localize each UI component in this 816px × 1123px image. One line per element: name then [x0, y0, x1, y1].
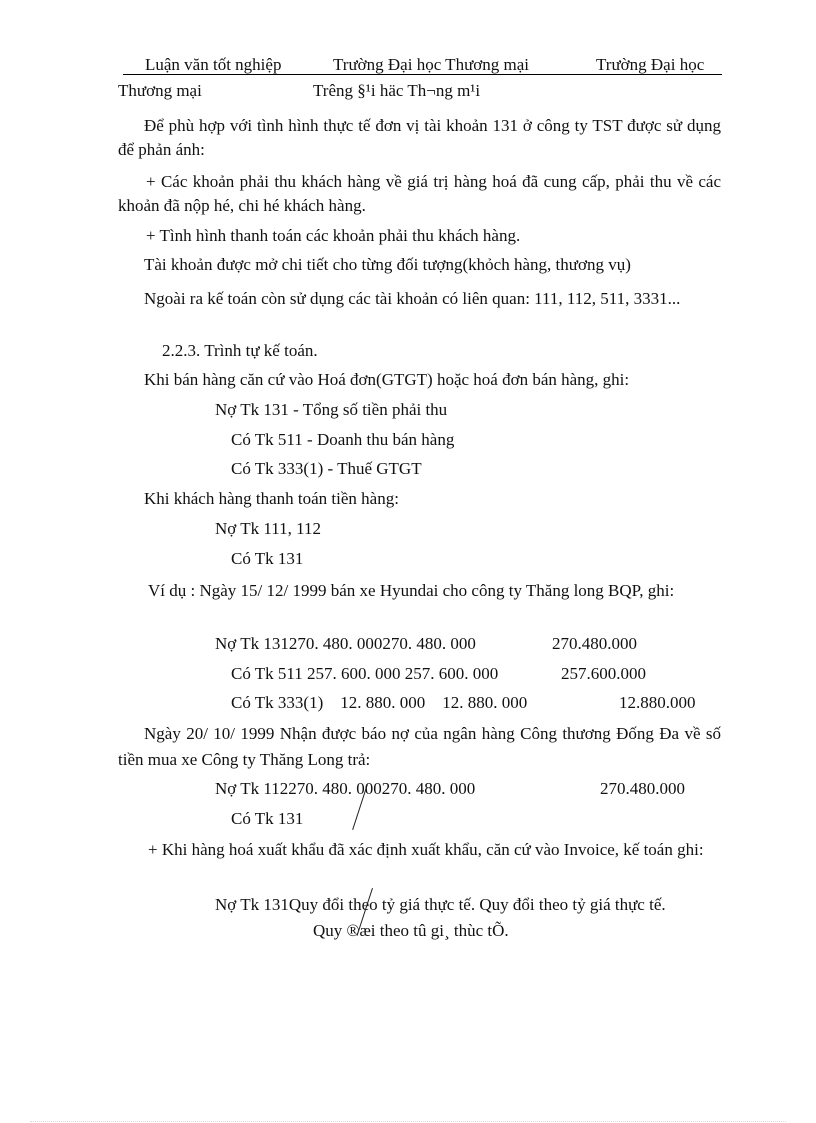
paragraph-5: Khi khách hàng thanh toán tiền hàng: [144, 489, 399, 508]
header-center: Trường Đại học Thương mại [333, 55, 530, 74]
header-line2-garbled: Trêng §¹i häc Th¬ng m¹i [313, 81, 481, 100]
entry1-debit: Nợ Tk 131 - Tổng số tiền phải thu [215, 400, 448, 419]
paragraph-1: Để phù hợp với tình hình thực tế đơn vị tài khoản 131 ở công ty TST được sử dụng để phản ánh: [118, 116, 721, 159]
header-right: Trường Đại học [596, 55, 705, 74]
entry1-credit-2: Có Tk 333(1) - Thuế GTGT [231, 459, 422, 478]
ex1-credit-1: Có Tk 511 257. 600. 000 257. 600. 000 [231, 664, 499, 683]
paragraph-2: Tài khoản được mở chi tiết cho từng đối tượng(khỏch hàng, thương vụ) [144, 255, 631, 274]
paragraph-6: + Khi hàng hoá xuất khẩu đã xác định xuất khẩu, căn cứ vào Invoice, kế toán ghi: [148, 840, 704, 859]
ex3-garbled: Quy ®æi theo tû gi¸ thùc tÕ. [313, 921, 509, 940]
ex1-credit-2: Có Tk 333(1) 12. 880. 000 12. 880. 000 [231, 693, 528, 712]
ex2-debit: Nợ Tk 112270. 480. 000270. 480. 000 [215, 779, 476, 798]
section-heading: 2.2.3. Trình tự kế toán. [162, 341, 318, 360]
bullet-1: + Các khoản phải thu khách hàng về giá trị hàng hoá đã cung cấp, phải thu về các khoản đã nộp hé, chi hé khách hàng. [118, 172, 721, 215]
ex2-credit: Có Tk 131 [231, 809, 304, 828]
ex1-credit-2-amount: 12.880.000 [619, 693, 696, 712]
header-rule [123, 74, 722, 75]
page-bottom-border [30, 1121, 786, 1122]
bullet-2: + Tình hình thanh toán các khoản phải thu khách hàng. [146, 226, 521, 245]
paragraph-4: Khi bán hàng căn cứ vào Hoá đơn(GTGT) hoặc hoá đơn bán hàng, ghi: [144, 370, 630, 389]
paragraph-3: Ngoài ra kế toán còn sử dụng các tài khoản có liên quan: 111, 112, 511, 3331... [144, 289, 681, 308]
entry1-credit-1: Có Tk 511 - Doanh thu bán hàng [231, 430, 455, 449]
entry2-credit: Có Tk 131 [231, 549, 304, 568]
ex2-debit-amount: 270.480.000 [600, 779, 685, 798]
ex1-debit: Nợ Tk 131270. 480. 000270. 480. 000 [215, 634, 476, 653]
example-2: Ngày 20/ 10/ 1999 Nhận được báo nợ của ngân hàng Công thương Đống Đa về số tiền mua xe Công ty Thăng Long trả: [118, 724, 721, 769]
example-1: Ví dụ : Ngày 15/ 12/ 1999 bán xe Hyundai cho công ty Thăng long BQP, ghi: [148, 581, 675, 600]
header-left: Luận văn tốt nghiệp [145, 55, 282, 74]
entry2-debit: Nợ Tk 111, 112 [215, 519, 321, 538]
ex3-debit: Nợ Tk 131Quy đổi theo tỷ giá thực tế. Quy đổi theo tỷ giá thực tế. [215, 895, 666, 914]
ex1-debit-amount: 270.480.000 [552, 634, 637, 653]
ex1-credit-1-amount: 257.600.000 [561, 664, 646, 683]
header-line2-left: Thương mại [118, 81, 202, 100]
